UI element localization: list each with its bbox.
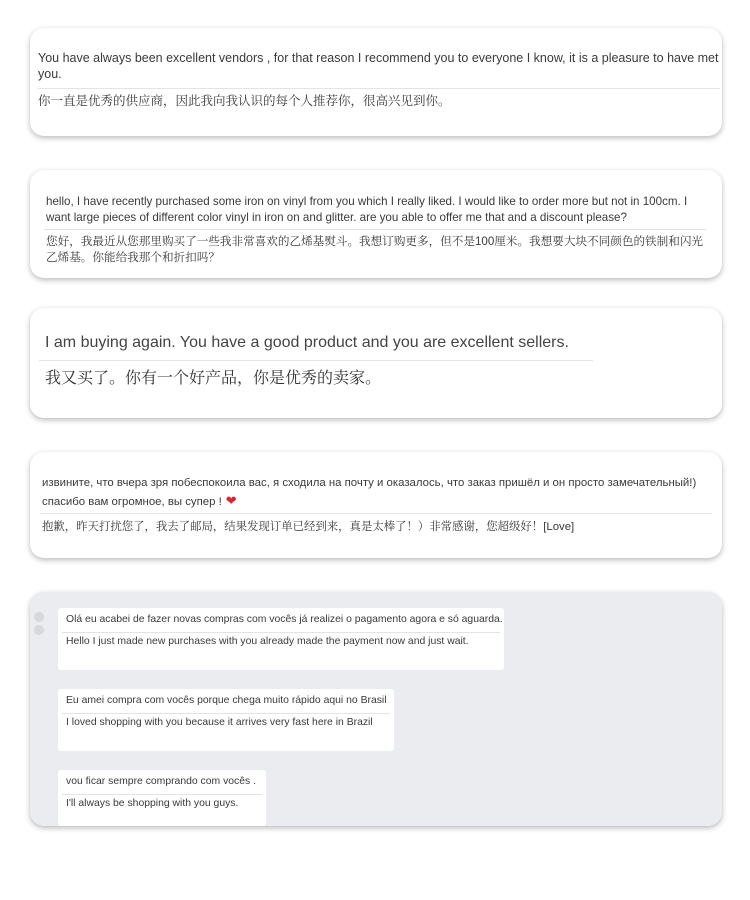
heart-emoji-icon: ❤ <box>225 493 237 508</box>
review-original-text: I am buying again. You have a good product and you are excellent sellers. <box>45 334 569 351</box>
chat-conversation-card <box>30 592 722 826</box>
chat-translation-text: I'll always be shopping with you guys. <box>66 798 239 809</box>
divider <box>40 513 712 514</box>
review-card-1 <box>30 28 722 136</box>
review-translation-text: 抱歉，昨天打扰您了，我去了邮局，结果发现订单已经到来，真是太棒了！）非常感谢，您超级好！[Love] <box>42 521 575 533</box>
review-original-text: hello, I have recently purchased some iron on vinyl from you which I really liked. I would like to order more but not in 100cm. I want large pieces of different color vinyl in iron on and glitter. are you able to offer me that and a discount please? <box>46 195 688 224</box>
review-card-4 <box>30 452 722 558</box>
review-translation-text: 你一直是优秀的供应商，因此我向我认识的每个人推荐你，很高兴见到你。 <box>38 94 451 108</box>
divider <box>62 632 500 633</box>
divider <box>39 360 593 361</box>
message-bubble <box>33 315 599 414</box>
divider <box>62 794 262 795</box>
review-original-text <box>42 475 710 511</box>
review-translation-text: 您好，我最近从您那里购买了一些我非常喜欢的乙烯基熨斗。我想订购更多，但不是100厘米。我想要大块不同颜色的铁制和闪光乙烯基。你能给我那个和折扣吗？ <box>46 235 704 264</box>
divider <box>62 713 390 714</box>
review-card-3 <box>30 308 722 418</box>
message-bubble <box>38 185 712 269</box>
review-translation-text: 我又买了。你有一个好产品，你是优秀的卖家。 <box>45 370 382 387</box>
chat-original-text: Eu amei compra com vocês porque chega muito rápido aqui no Brasil <box>66 695 387 706</box>
divider <box>44 229 706 230</box>
avatar-icon <box>34 612 44 638</box>
chat-original-text: Olá eu acabei de fazer novas compras com vocês já realizei o pagamento agora e só aguarda. <box>66 614 503 625</box>
review-card-2 <box>30 170 722 278</box>
message-bubble <box>34 466 718 539</box>
chat-translation-text: Hello I just made new purchases with you already made the payment now and just wait. <box>66 636 469 647</box>
chat-message-bubble <box>58 770 266 826</box>
divider <box>38 88 720 89</box>
chat-message-bubble <box>58 608 504 670</box>
chat-translation-text: I loved shopping with you because it arrives very fast here in Brazil <box>66 717 373 728</box>
chat-original-text: vou ficar sempre comprando com vocês . <box>66 776 256 787</box>
review-original-text: You have always been excellent vendors , for that reason I recommend you to everyone I know, it is a pleasure to have met you. <box>38 51 719 81</box>
chat-message-bubble <box>58 689 394 751</box>
review-original-body: извините, что вчера зря побеспокоила вас, я сходила на почту и оказалось, что заказ пришёл и он просто замечательный!) спасибо вам огромное, вы супер ! <box>42 477 697 508</box>
